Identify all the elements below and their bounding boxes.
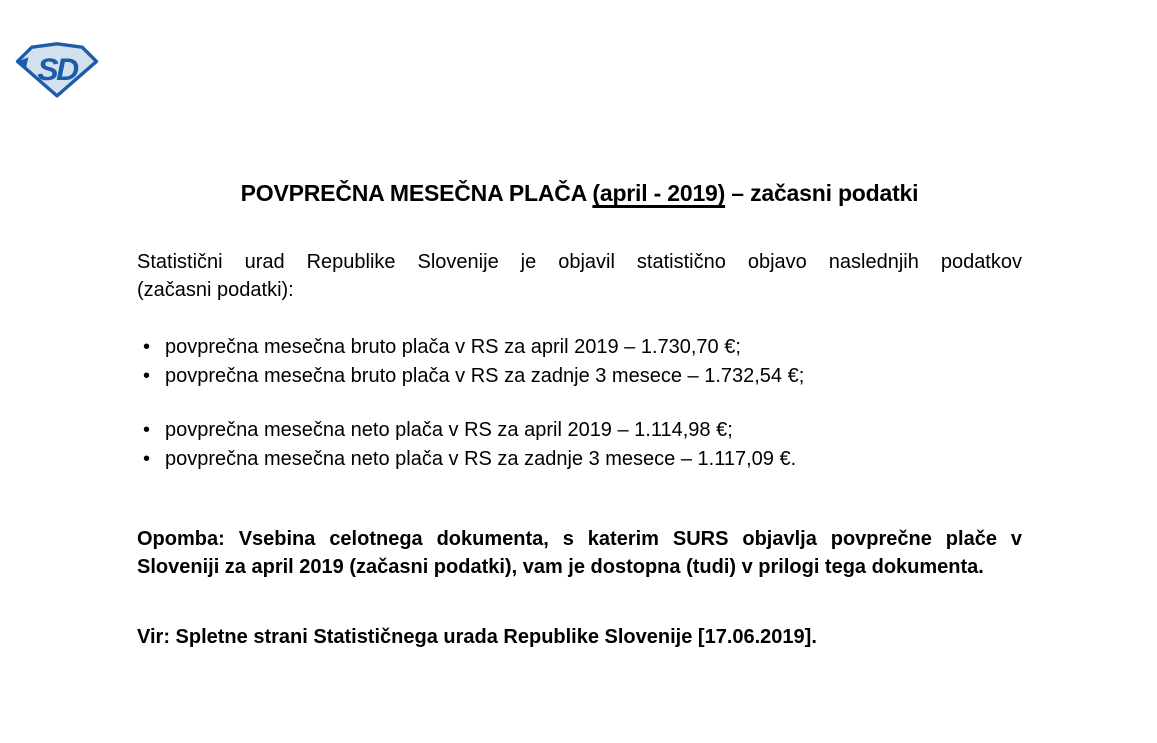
- intro-paragraph: [137, 248, 1022, 304]
- bullet-icon: •: [143, 448, 151, 470]
- shield-letters: SD: [37, 50, 77, 87]
- bruto-3months-value: povprečna mesečna bruto plača v RS za zadnje 3 mesece – 1.732,54 €;: [165, 365, 805, 387]
- bullet-icon: •: [143, 336, 151, 358]
- list-item: [137, 333, 1022, 362]
- list-item: [137, 445, 1022, 474]
- bruto-salary-list: [137, 333, 1022, 391]
- list-item: [137, 416, 1022, 445]
- title-prefix: POVPREČNA MESEČNA PLAČA: [240, 180, 593, 207]
- intro-line-1: Statistični urad Republike Slovenije je objavil statistično objavo naslednjih podatkov: [137, 251, 1022, 273]
- note-line-1: Opomba: Vsebina celotnega dokumenta, s katerim SURS objavlja povprečne plače v: [137, 528, 1022, 550]
- title-underlined-date: (april - 2019): [592, 180, 726, 207]
- sd-shield-icon: [15, 40, 99, 98]
- bullet-icon: •: [143, 365, 151, 387]
- sd-shield-logo: [15, 40, 99, 98]
- list-item: [137, 362, 1022, 391]
- source-line: Vir: Spletne strani Statističnega urada Republike Slovenije [17.06.2019].: [137, 626, 817, 648]
- note-line-2: Sloveniji za april 2019 (začasni podatki), vam je dostopna (tudi) v prilogi tega dokumenta.: [137, 556, 984, 578]
- intro-line-2: (začasni podatki):: [137, 279, 294, 301]
- bruto-april-value: povprečna mesečna bruto plača v RS za april 2019 – 1.730,70 €;: [165, 336, 741, 358]
- title-suffix: – začasni podatki: [725, 180, 919, 207]
- note-paragraph: [137, 525, 1022, 581]
- bullet-icon: •: [143, 419, 151, 441]
- neto-april-value: povprečna mesečna neto plača v RS za april 2019 – 1.114,98 €;: [165, 419, 733, 441]
- page-title: [137, 179, 1022, 207]
- neto-salary-list: [137, 416, 1022, 474]
- neto-3months-value: povprečna mesečna neto plača v RS za zadnje 3 mesece – 1.117,09 €.: [165, 448, 797, 470]
